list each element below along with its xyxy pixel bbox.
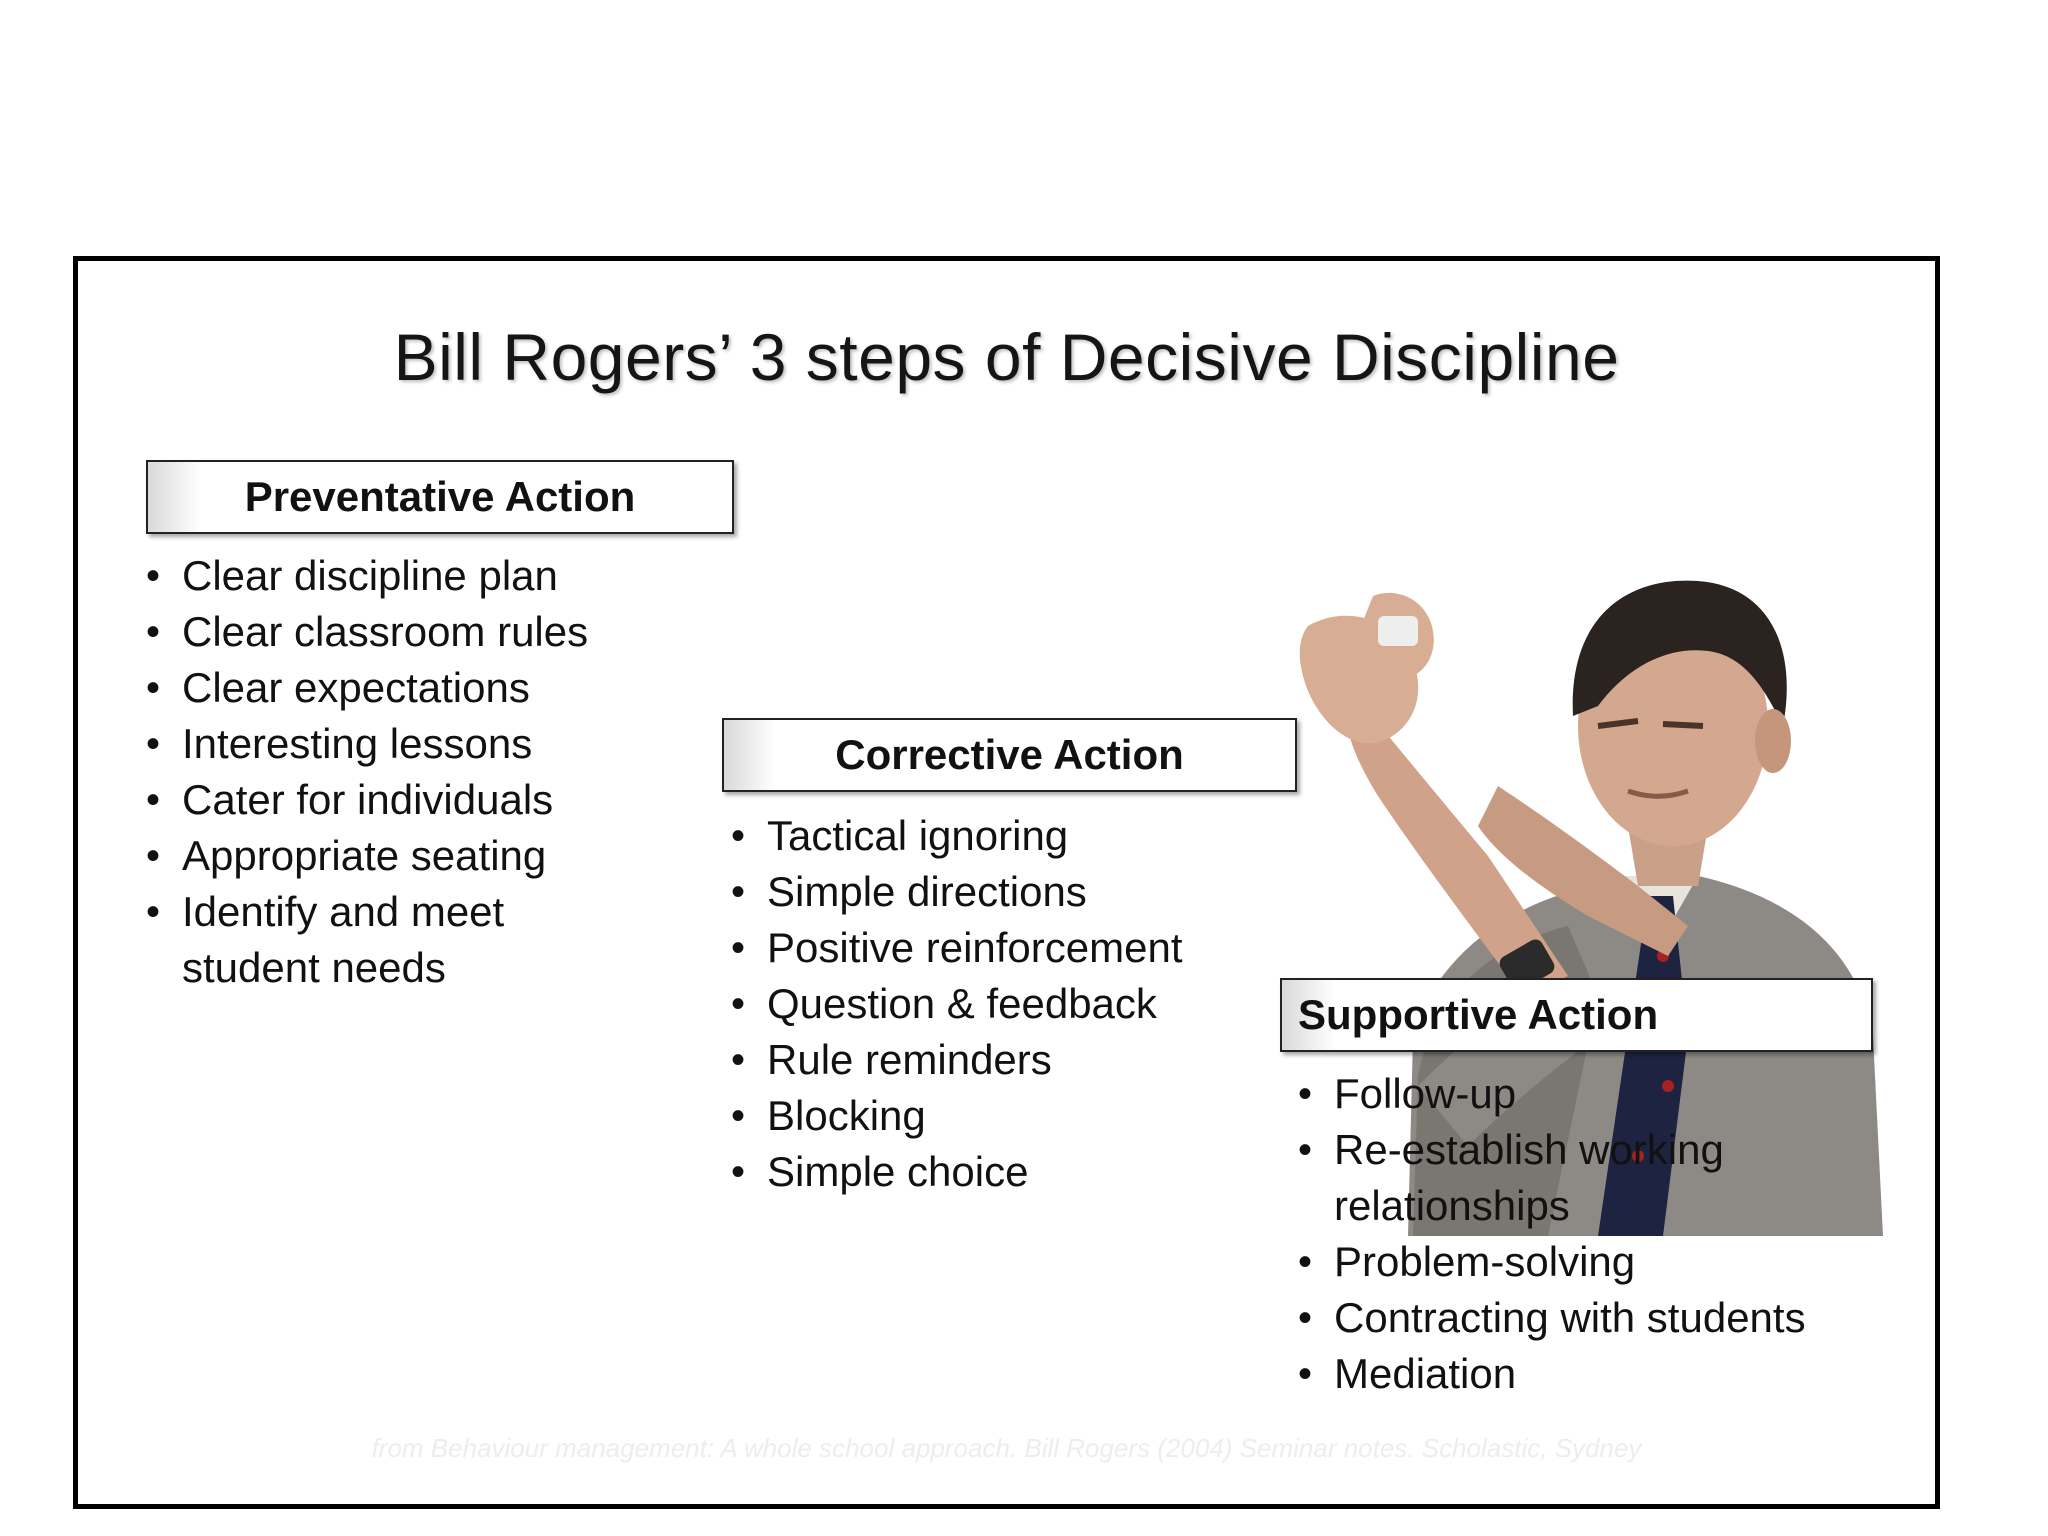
list-item: • Clear expectations xyxy=(146,660,706,716)
list-item: • Clear discipline plan xyxy=(146,548,706,604)
list-item: • Simple directions xyxy=(731,864,1291,920)
list-item: • Follow-up xyxy=(1298,1066,1898,1122)
supportive-action-heading: Supportive Action xyxy=(1298,991,1659,1038)
list-item: • Problem-solving xyxy=(1298,1234,1898,1290)
list-item: • Interesting lessons xyxy=(146,716,706,772)
list-item: • Re-establish working relationships xyxy=(1298,1122,1814,1234)
list-item: • Blocking xyxy=(731,1088,1291,1144)
corrective-action-header xyxy=(722,718,1297,792)
preventative-action-header xyxy=(146,460,734,534)
list-item: • Cater for individuals xyxy=(146,772,706,828)
list-item: • Appropriate seating xyxy=(146,828,706,884)
slide-title: Bill Rogers’ 3 steps of Decisive Discipline xyxy=(393,320,1620,394)
corrective-action-heading: Corrective Action xyxy=(835,731,1184,778)
list-item: • Rule reminders xyxy=(731,1032,1291,1088)
corrective-action-list xyxy=(731,808,1291,1200)
supportive-action-list xyxy=(1298,1066,1898,1402)
list-item: • Contracting with students xyxy=(1298,1290,1898,1346)
list-item: • Question & feedback xyxy=(731,976,1291,1032)
slide-frame xyxy=(73,256,1940,1509)
list-item: • Simple choice xyxy=(731,1144,1291,1200)
list-item: • Positive reinforcement xyxy=(731,920,1291,976)
preventative-action-heading: Preventative Action xyxy=(244,473,636,520)
preventative-action-list xyxy=(146,548,706,996)
list-item: • Clear classroom rules xyxy=(146,604,706,660)
list-item: • Identify and meet student needs xyxy=(146,884,602,996)
supportive-action-header xyxy=(1280,978,1873,1052)
list-item: • Mediation xyxy=(1298,1346,1898,1402)
citation-footnote: from Behaviour management: A whole school approach. Bill Rogers (2004) Seminar notes. Scholastic, Sydney xyxy=(371,1433,1642,1463)
list-item: • Tactical ignoring xyxy=(731,808,1291,864)
